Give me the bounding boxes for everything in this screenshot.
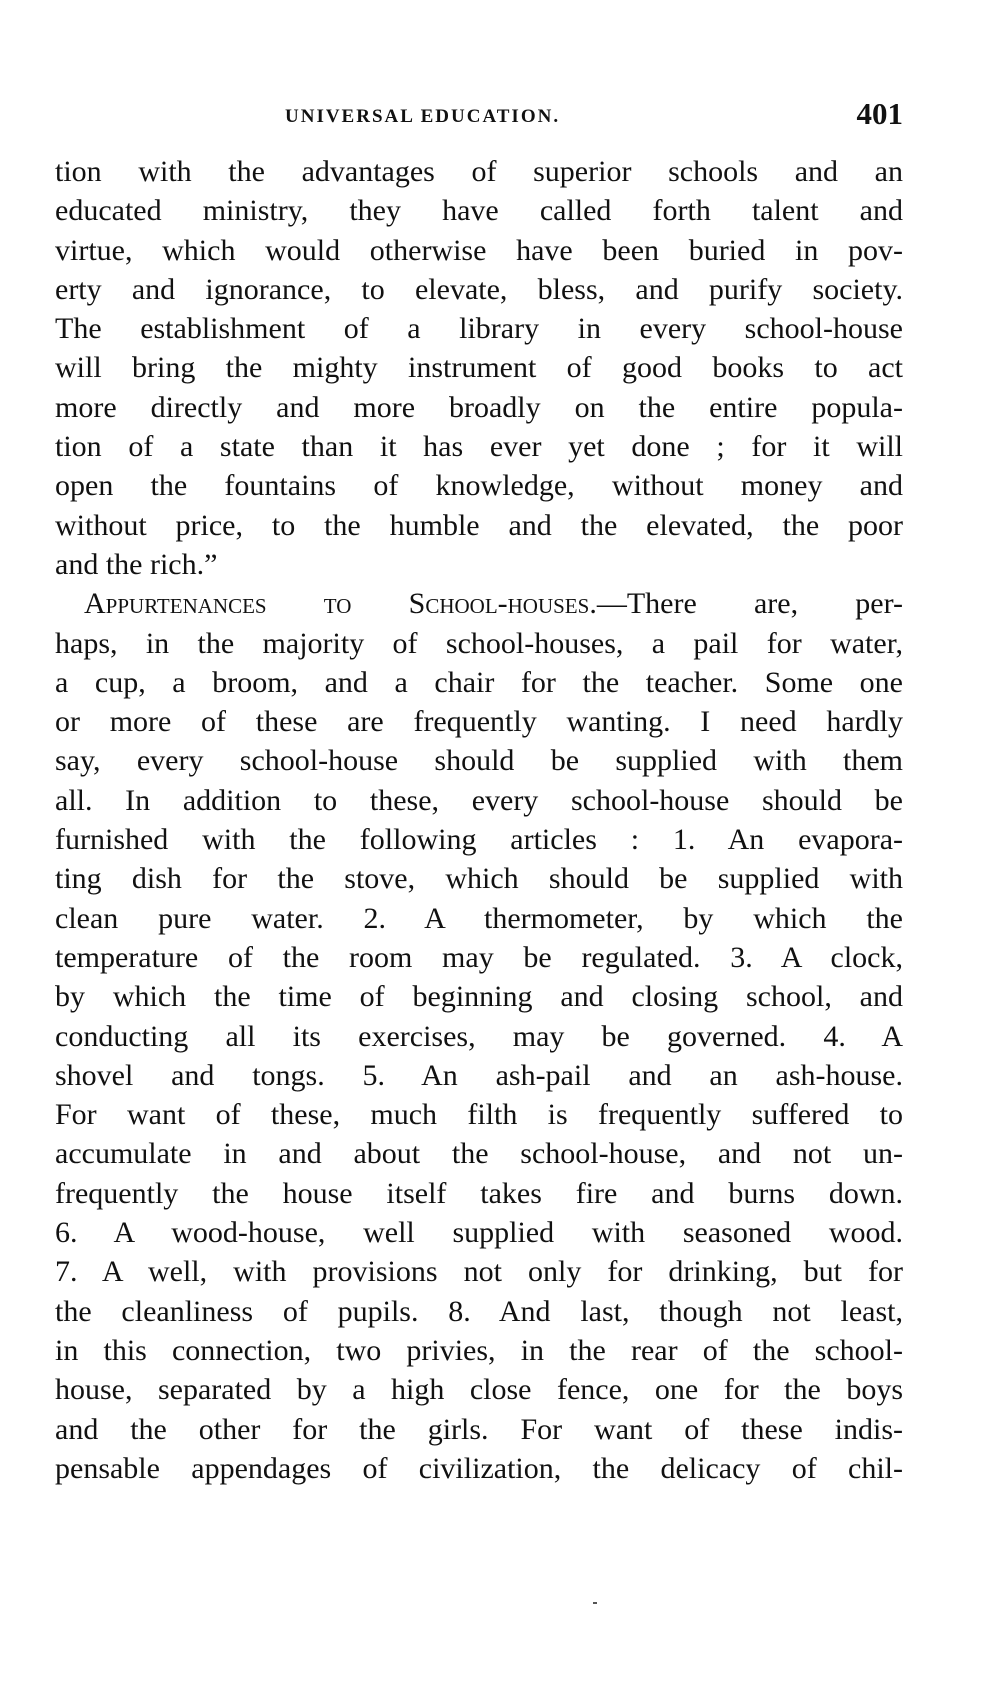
text-line: furnished with the following articles : 1. An evapora-: [55, 823, 903, 857]
text-line: the cleanliness of pupils. 8. And last, though not least,: [55, 1294, 903, 1328]
text-line: or more of these are frequently wanting. I need hardly: [55, 705, 903, 739]
text-line: house, separated by a high close fence, one for the boys: [55, 1373, 903, 1407]
text-line: conducting all its exercises, may be governed. 4. A: [55, 1019, 903, 1053]
text-line: will bring the mighty instrument of good books to act: [55, 351, 903, 385]
text-line: shovel and tongs. 5. An ash-pail and an ash-house.: [55, 1058, 903, 1092]
running-title: UNIVERSAL EDUCATION.: [285, 106, 561, 127]
text-line: For want of these, much filth is frequently suffered to: [55, 1098, 903, 1132]
running-header: [55, 96, 903, 136]
text-line: all. In addition to these, every school-house should be: [55, 783, 903, 817]
text-line: 6. A wood-house, well supplied with seasoned wood.: [55, 1216, 903, 1250]
text-line: and the other for the girls. For want of these indis-: [55, 1412, 903, 1446]
text-line: frequently the house itself takes fire and burns down.: [55, 1176, 903, 1210]
body-text: [55, 152, 903, 1488]
text-line: educated ministry, they have called forth talent and: [55, 194, 903, 228]
text-line: virtue, which would otherwise have been buried in pov-: [55, 233, 903, 267]
text-line: tion of a state than it has ever yet done ; for it will: [55, 430, 903, 464]
text-line: tion with the advantages of superior schools and an: [55, 155, 903, 188]
text-line: pensable appendages of civilization, the delicacy of chil-: [55, 1451, 903, 1485]
text-line: The establishment of a library in every school-house: [55, 312, 903, 346]
print-mark: [593, 1602, 597, 1604]
text-line: erty and ignorance, to elevate, bless, and purify society.: [55, 272, 903, 306]
section-heading: Appurtenances to School-houses.: [84, 587, 597, 621]
text-line: temperature of the room may be regulated. 3. A clock,: [55, 940, 903, 974]
text-line: a cup, a broom, and a chair for the teacher. Some one: [55, 665, 903, 699]
text-line: accumulate in and about the school-house, and not un-: [55, 1137, 903, 1171]
text-line: say, every school-house should be supplied with them: [55, 744, 903, 778]
text-line: without price, to the humble and the elevated, the poor: [55, 508, 903, 542]
text-line: and the rich.”: [55, 547, 218, 581]
paragraph-continued: [55, 152, 903, 584]
text-line: haps, in the majority of school-houses, a pail for water,: [55, 626, 903, 660]
paragraph-appurtenances: [55, 584, 903, 1488]
text-line: ting dish for the stove, which should be supplied with: [55, 862, 903, 896]
text-line: open the fountains of knowledge, without money and: [55, 469, 903, 503]
text-line: clean pure water. 2. A thermometer, by which the: [55, 901, 903, 935]
text-line: by which the time of beginning and closing school, and: [55, 980, 903, 1014]
paragraph-first-line: [55, 584, 903, 623]
text-line: in this connection, two privies, in the rear of the school-: [55, 1333, 903, 1367]
heading-continuation: —There are, per-: [596, 587, 904, 621]
page-number: 401: [856, 96, 903, 131]
text-line: 7. A well, with provisions not only for drinking, but for: [55, 1255, 903, 1289]
text-line: more directly and more broadly on the entire popula-: [55, 390, 903, 424]
